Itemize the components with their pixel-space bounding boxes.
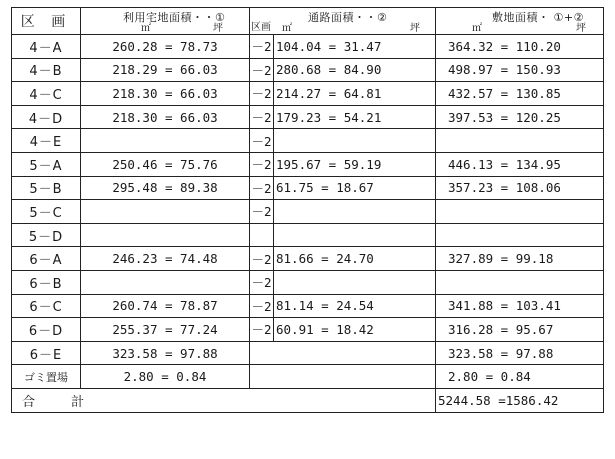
cell-site-area xyxy=(436,129,604,153)
cell-area: 6－C xyxy=(12,294,81,318)
cell-site-area: 323.58 = 97.88 xyxy=(436,341,604,365)
cell-road-tag: －2 xyxy=(250,247,274,271)
table-row xyxy=(12,318,604,342)
cell-road-area: 280.68 = 84.90 xyxy=(274,58,436,82)
header-area: 区 画 xyxy=(12,8,81,35)
table-row xyxy=(12,152,604,176)
header-road xyxy=(250,8,436,35)
cell-road-area: 81.66 = 24.70 xyxy=(274,247,436,271)
cell-residential-area xyxy=(81,129,250,153)
header-road-sub: 区画 xyxy=(251,22,271,33)
cell-road-area xyxy=(274,223,436,247)
cell-area: 5－A xyxy=(12,152,81,176)
cell-site-area: 446.13 = 134.95 xyxy=(436,152,604,176)
table-row xyxy=(12,200,604,224)
cell-road-merged xyxy=(250,365,436,389)
cell-area: ゴミ置場 xyxy=(12,365,81,389)
cell-road-area: 214.27 = 64.81 xyxy=(274,82,436,106)
table-row xyxy=(12,247,604,271)
table-row xyxy=(12,105,604,129)
cell-site-area: 2.80 = 0.84 xyxy=(436,365,604,389)
table-row xyxy=(12,341,604,365)
cell-residential-area xyxy=(81,200,250,224)
cell-area: 4－D xyxy=(12,105,81,129)
cell-area: 6－D xyxy=(12,318,81,342)
header-site-unit-tsubo: 坪 xyxy=(576,23,586,34)
cell-road-merged xyxy=(250,341,436,365)
total-value: 5244.58 =1586.42 xyxy=(436,388,604,412)
cell-residential-area: 218.30 = 66.03 xyxy=(81,82,250,106)
cell-road-tag: －2 xyxy=(250,35,274,59)
cell-site-area: 432.57 = 130.85 xyxy=(436,82,604,106)
cell-road-tag: －2 xyxy=(250,176,274,200)
cell-road-tag: －2 xyxy=(250,129,274,153)
header-site-unit-m2: ㎡ xyxy=(472,23,482,34)
cell-site-area xyxy=(436,223,604,247)
cell-residential-area: 260.28 = 78.73 xyxy=(81,35,250,59)
cell-site-area: 316.28 = 95.67 xyxy=(436,318,604,342)
cell-area: 4－B xyxy=(12,58,81,82)
table-row xyxy=(12,270,604,294)
header-residential-title: 利用宅地面積・・① xyxy=(123,11,226,24)
cell-site-area xyxy=(436,200,604,224)
cell-residential-area: 250.46 = 75.76 xyxy=(81,152,250,176)
table-row xyxy=(12,365,604,389)
area-table xyxy=(11,7,604,413)
cell-site-area: 341.88 = 103.41 xyxy=(436,294,604,318)
cell-road-area: 195.67 = 59.19 xyxy=(274,152,436,176)
cell-site-area: 327.89 = 99.18 xyxy=(436,247,604,271)
header-residential xyxy=(81,8,250,35)
header-site-title: 敷地面積・ ①+② xyxy=(492,11,584,24)
header-road-unit-m2: ㎡ xyxy=(282,23,292,34)
cell-road-area: 179.23 = 54.21 xyxy=(274,105,436,129)
cell-site-area: 364.32 = 110.20 xyxy=(436,35,604,59)
cell-road-tag: －2 xyxy=(250,152,274,176)
cell-area: 4－C xyxy=(12,82,81,106)
cell-road-tag: －2 xyxy=(250,82,274,106)
cell-site-area: 357.23 = 108.06 xyxy=(436,176,604,200)
table-row xyxy=(12,35,604,59)
cell-area: 6－B xyxy=(12,270,81,294)
table-row xyxy=(12,58,604,82)
header-row xyxy=(12,8,604,35)
cell-area: 5－B xyxy=(12,176,81,200)
cell-residential-area: 218.29 = 66.03 xyxy=(81,58,250,82)
cell-site-area: 397.53 = 120.25 xyxy=(436,105,604,129)
cell-area: 6－A xyxy=(12,247,81,271)
cell-site-area: 498.97 = 150.93 xyxy=(436,58,604,82)
cell-road-tag xyxy=(250,223,274,247)
cell-residential-area: 218.30 = 66.03 xyxy=(81,105,250,129)
cell-residential-area: 323.58 = 97.88 xyxy=(81,341,250,365)
cell-road-area xyxy=(274,129,436,153)
cell-area: 4－A xyxy=(12,35,81,59)
cell-road-area xyxy=(274,270,436,294)
header-residential-unit-tsubo: 坪 xyxy=(213,23,223,34)
table-row xyxy=(12,176,604,200)
table-row xyxy=(12,129,604,153)
cell-area: 5－D xyxy=(12,223,81,247)
cell-road-tag: －2 xyxy=(250,318,274,342)
table-row xyxy=(12,82,604,106)
cell-residential-area: 246.23 = 74.48 xyxy=(81,247,250,271)
cell-area: 5－C xyxy=(12,200,81,224)
cell-residential-area: 295.48 = 89.38 xyxy=(81,176,250,200)
table-row xyxy=(12,223,604,247)
cell-site-area xyxy=(436,270,604,294)
cell-road-area: 60.91 = 18.42 xyxy=(274,318,436,342)
cell-residential-area xyxy=(81,223,250,247)
cell-road-tag: －2 xyxy=(250,105,274,129)
area-table-sheet xyxy=(11,7,603,451)
cell-road-area: 104.04 = 31.47 xyxy=(274,35,436,59)
cell-area: 4－E xyxy=(12,129,81,153)
total-row xyxy=(12,388,604,412)
cell-road-area xyxy=(274,200,436,224)
cell-residential-area: 255.37 = 77.24 xyxy=(81,318,250,342)
cell-road-tag: －2 xyxy=(250,58,274,82)
cell-road-tag: －2 xyxy=(250,270,274,294)
header-road-unit-tsubo: 坪 xyxy=(410,23,420,34)
header-residential-unit-m2: ㎡ xyxy=(141,23,151,34)
area-table-body xyxy=(12,8,604,413)
cell-road-tag: －2 xyxy=(250,200,274,224)
total-label: 合 計 xyxy=(12,388,436,412)
cell-area: 6－E xyxy=(12,341,81,365)
header-site xyxy=(436,8,604,35)
cell-residential-area xyxy=(81,270,250,294)
table-row xyxy=(12,294,604,318)
cell-road-area: 81.14 = 24.54 xyxy=(274,294,436,318)
cell-residential-area: 260.74 = 78.87 xyxy=(81,294,250,318)
header-road-title: 通路面積・・② xyxy=(308,11,388,24)
cell-road-area: 61.75 = 18.67 xyxy=(274,176,436,200)
cell-residential-area: 2.80 = 0.84 xyxy=(81,365,250,389)
cell-road-tag: －2 xyxy=(250,294,274,318)
